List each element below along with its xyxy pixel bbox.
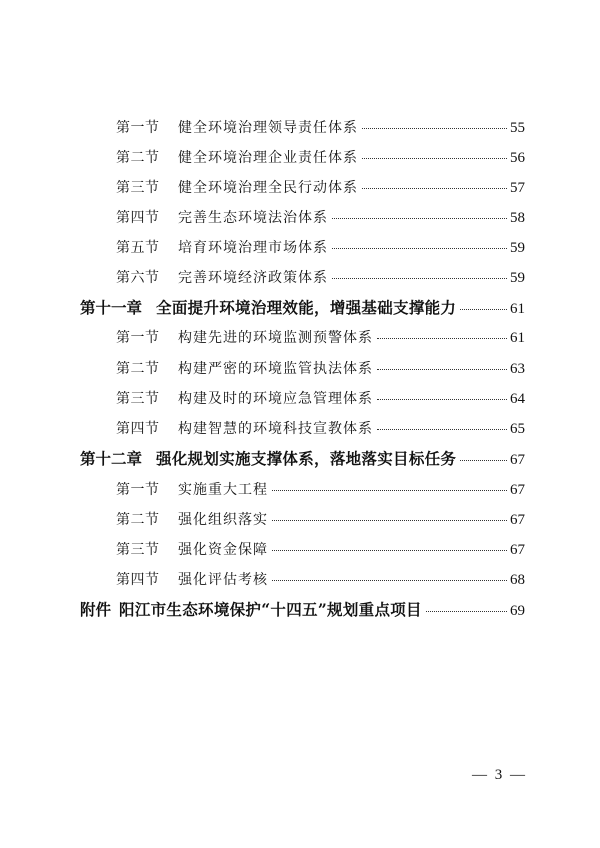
toc-appendix-entry: [80, 598, 525, 620]
toc-entry: [116, 207, 525, 227]
toc-entry: [116, 569, 525, 589]
toc-entry-title: 强化评估考核: [178, 572, 268, 588]
toc-chapter-page: 67: [510, 452, 525, 468]
dot-leader: [272, 519, 507, 521]
dot-leader: [377, 368, 507, 370]
dot-leader: [460, 308, 507, 310]
toc-chapter-title: 强化规划实施支撑体系，落地落实目标任务: [156, 449, 457, 468]
toc-entry: [116, 237, 525, 257]
dot-leader: [426, 610, 507, 612]
toc-entry-title: 培育环境治理市场体系: [178, 240, 328, 256]
toc-entry: [116, 147, 525, 167]
toc-entry-title: 构建严密的环境监管执法体系: [178, 361, 373, 377]
toc-entry-number: 第三节: [116, 391, 160, 407]
toc-entry-number: 第四节: [116, 421, 160, 437]
toc-entry: [116, 267, 525, 287]
dot-leader: [362, 157, 507, 159]
toc-entry-page: 59: [510, 270, 525, 286]
toc-chapter-number: 第十二章: [80, 449, 143, 468]
toc-entry-page: 61: [510, 330, 525, 346]
toc-entry-title: 构建先进的环境监测预警体系: [178, 330, 373, 346]
toc-appendix-title: 阳江市生态环境保护“十四五”规划重点项目: [119, 600, 422, 619]
toc-entry-number: 第四节: [116, 210, 160, 226]
toc-entry: [116, 539, 525, 559]
toc-entry-page: 64: [510, 391, 525, 407]
toc-entry-title: 健全环境治理领导责任体系: [178, 120, 358, 136]
toc-chapter-page: 61: [510, 301, 525, 317]
toc-entry-number: 第五节: [116, 240, 160, 256]
toc-entry-number: 第二节: [116, 150, 160, 166]
toc-entry: [116, 418, 525, 438]
dot-leader: [362, 187, 507, 189]
dot-leader: [460, 459, 507, 461]
toc-entry: [116, 509, 525, 529]
dot-leader: [377, 428, 507, 430]
toc-entry-number: 第一节: [116, 482, 160, 498]
toc-entry-title: 构建及时的环境应急管理体系: [178, 391, 373, 407]
dot-leader: [377, 337, 507, 339]
toc-chapter-entry: [80, 296, 525, 318]
toc-entry: [116, 388, 525, 408]
toc-entry-title: 健全环境治理全民行动体系: [178, 180, 358, 196]
toc-entry: [116, 479, 525, 499]
toc-entry: [116, 177, 525, 197]
toc-entry-page: 67: [510, 542, 525, 558]
toc-entry-title: 健全环境治理企业责任体系: [178, 150, 358, 166]
dot-leader: [377, 398, 507, 400]
toc-appendix-page: 69: [510, 603, 525, 619]
toc-entry-title: 实施重大工程: [178, 482, 268, 498]
dot-leader: [332, 217, 507, 219]
toc-entry-page: 68: [510, 572, 525, 588]
toc-entry-title: 完善环境经济政策体系: [178, 270, 328, 286]
toc-entry-page: 67: [510, 482, 525, 498]
toc-entry: [116, 117, 525, 137]
dot-leader: [362, 127, 507, 129]
toc-entry-number: 第二节: [116, 361, 160, 377]
dot-leader: [272, 579, 507, 581]
toc-entry-number: 第四节: [116, 572, 160, 588]
toc-entry-page: 67: [510, 512, 525, 528]
page-number: — 3 —: [472, 767, 527, 783]
toc-chapter-title: 全面提升环境治理效能，增强基础支撑能力: [156, 298, 457, 317]
dot-leader: [272, 489, 507, 491]
toc-entry-number: 第一节: [116, 330, 160, 346]
toc-entry-title: 完善生态环境法治体系: [178, 210, 328, 226]
toc-entry-title: 强化组织落实: [178, 512, 268, 528]
toc-entry-page: 58: [510, 210, 525, 226]
toc-entry-page: 55: [510, 120, 525, 136]
toc-chapter-entry: [80, 447, 525, 469]
toc-entry: [116, 358, 525, 378]
toc-entry-number: 第三节: [116, 180, 160, 196]
toc-entry-page: 56: [510, 150, 525, 166]
toc-entry-number: 第二节: [116, 512, 160, 528]
toc-entry-number: 第一节: [116, 120, 160, 136]
toc-entry-page: 57: [510, 180, 525, 196]
toc-entry-number: 第三节: [116, 542, 160, 558]
toc-entry: [116, 327, 525, 347]
toc-entry-title: 强化资金保障: [178, 542, 268, 558]
toc-entry-title: 构建智慧的环境科技宣教体系: [178, 421, 373, 437]
toc-entry-page: 65: [510, 421, 525, 437]
toc-entry-page: 63: [510, 361, 525, 377]
dot-leader: [332, 247, 507, 249]
dot-leader: [272, 549, 507, 551]
dot-leader: [332, 277, 507, 279]
toc-entry-page: 59: [510, 240, 525, 256]
toc-chapter-number: 第十一章: [80, 298, 143, 317]
toc-entry-number: 第六节: [116, 270, 160, 286]
toc-appendix-label: 附件: [80, 600, 112, 619]
